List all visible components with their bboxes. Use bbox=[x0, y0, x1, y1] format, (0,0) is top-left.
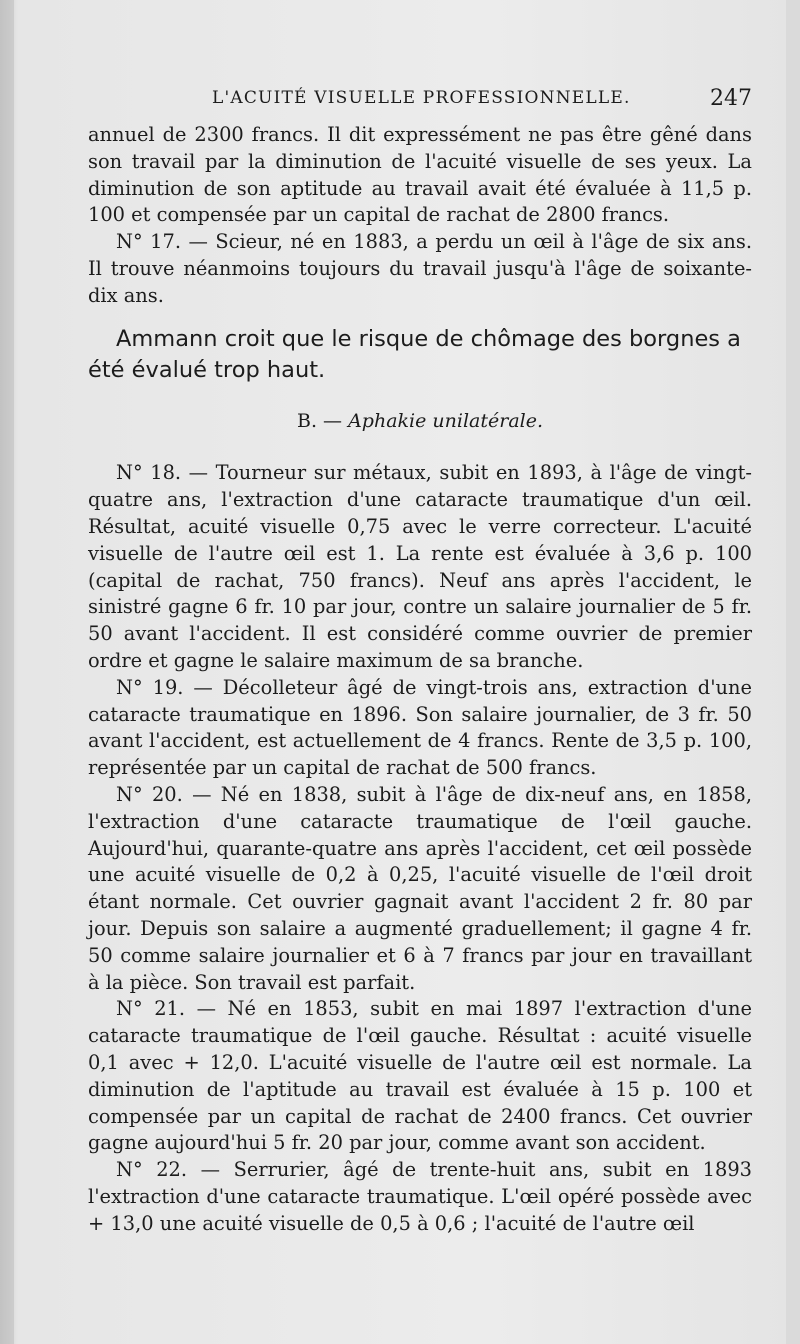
section-heading bbox=[88, 408, 752, 435]
running-header bbox=[212, 86, 760, 116]
case-18: N° 18. — Tourneur sur métaux, subit en 1893, à l'âge de vingt-quatre ans, l'extraction d'une cataracte traumatique d'un œil. Résultat, acuité visuelle 0,75 avec le verre correcteur. L'acuité visuelle de l'autre œil est 1. La rente est évaluée à 3,6 p. 100 (capital de rachat, 750 francs). Neuf ans après l'accident, le sinistré gagne 6 fr. 10 par jour, contre un salaire journalier de 5 fr. 50 avant l'accident. Il est considéré comme ouvrier de premier ordre et gagne le salaire maximum de sa branche. bbox=[88, 461, 752, 672]
case-21: N° 21. — Né en 1853, subit en mai 1897 l'extraction d'une cataracte traumatique de l'œil gauche. Résultat : acuité visuelle 0,1 avec + 12,0. L'acuité visuelle de l'autre œil est normale. La diminution de l'aptitude au travail est évaluée à 15 p. 100 et compensée par un capital de rachat de 2400 francs. Cet ouvrier gagne aujourd'hui 5 fr. 20 par jour, comme avant son accident. bbox=[88, 997, 752, 1155]
body-text bbox=[88, 122, 752, 1237]
page-number: 247 bbox=[710, 86, 752, 111]
ammann-note: Ammann croit que le risque de chômage des borgnes a été évalué trop haut. bbox=[88, 325, 741, 383]
running-title: L'ACUITÉ VISUELLE PROFESSIONNELLE. bbox=[212, 88, 631, 108]
section-title: Aphakie unilatérale. bbox=[348, 409, 544, 432]
section-prefix: B. — bbox=[296, 409, 349, 432]
case-17: N° 17. — Scieur, né en 1883, a perdu un œil à l'âge de six ans. Il trouve néanmoins toujours du travail jusqu'à l'âge de soixante-dix ans. bbox=[88, 230, 752, 307]
case-20: N° 20. — Né en 1838, subit à l'âge de dix-neuf ans, en 1858, l'extraction d'une cataracte traumatique de l'œil gauche. Aujourd'hui, quarante-quatre ans après l'accident, cet œil possède une acuité visuelle de 0,2 à 0,25, l'acuité visuelle de l'œil droit étant normale. Cet ouvrier gagnait avant l'accident 2 fr. 80 par jour. Depuis son salaire a augmenté graduellement; il gagne 4 fr. 50 comme salaire journalier et 6 à 7 francs par jour en travaillant à la pièce. Son travail est parfait. bbox=[88, 782, 752, 994]
paragraph-continuation: annuel de 2300 francs. Il dit expressément ne pas être gêné dans son travail par la diminution de l'acuité visuelle de ses yeux. La diminution de son aptitude au travail avait été évaluée à 11,5 p. 100 et compensée par un capital de rachat de 2800 francs. bbox=[88, 123, 752, 227]
case-22: N° 22. — Serrurier, âgé de trente-huit ans, subit en 1893 l'extraction d'une cataracte traumatique. L'œil opéré possède avec + 13,0 une acuité visuelle de 0,5 à 0,6 ; l'acuité de l'autre œil bbox=[88, 1158, 752, 1235]
case-19: N° 19. — Décolleteur âgé de vingt-trois ans, extraction d'une cataracte traumatique en 1896. Son salaire journalier, de 3 fr. 50 avant l'accident, est actuellement de 4 francs. Rente de 3,5 p. 100, représentée par un capital de rachat de 500 francs. bbox=[88, 675, 752, 780]
